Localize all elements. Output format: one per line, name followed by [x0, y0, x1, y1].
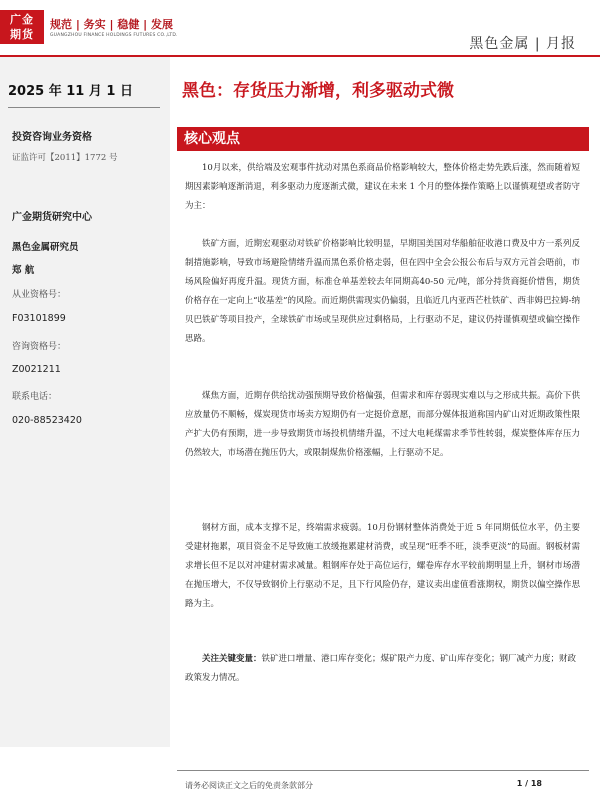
consult-label: 咨询资格号： — [12, 342, 67, 352]
key-variables-label: 关注关键变量： — [202, 654, 262, 664]
paragraph-steel: 钢材方面，成本支撑不足，终端需求疲弱。10月份钢材整体消费处于近 5 年同期低位水平，仍主要受建材拖累，项目资金不足导致施工放缓拖累建材消费，或呈现“旺季不旺，淡季更淡”的局面。钢板材需求增长但不足以对冲建材需求减量。粗钢库存处于高位运行，螺卷库存水平较前期明显上升，钢材市场潜在抛压增大，不仅导致钢价上行驱动不足，且下行风险仍存，建议卖出虚值看涨期权，期货以偏空操作思路为主。 — [185, 523, 580, 610]
paragraph-iron-ore: 铁矿方面，近期宏观驱动对铁矿价格影响比较明显，早期国美国对华船舶征收港口费及中方一系列反制措施影响，导致市场避险情绪升温而黑色系价格走弱，但在四中全会公报公布后与双方元首会晤前，市场风险偏好再度升温。现货方面，标准仓单基差较去年同期高40-50 元/吨，部分持货商挺价惜售，期货价格存在一定向上“收基差”的风险。而近期供需现实仍偏弱，且临近几内亚西芒杜铁矿、西非姆巴拉姆-纳贝巴铁矿等项目投产，全球铁矿市场或呈现供应过剩格局，上行驱动不足，建议仍持谨慎观望或偏空操作思路。 — [185, 239, 580, 345]
practice-number: F03101899 — [12, 313, 66, 324]
key-variables-text: 铁矿进口增量、港口库存变化；煤矿限产力度、矿山库存变化；钢厂减产力度；财政政策发力情况。 — [185, 654, 577, 683]
practice-label: 从业资格号： — [12, 290, 67, 300]
company-slogan: 规范 | 务实 | 稳健 | 发展 — [50, 18, 174, 31]
report-title: 黑色：存货压力渐增，利多驱动式微 — [182, 81, 454, 101]
section-heading: 核心观点 — [177, 127, 589, 151]
disclaimer-note: 请务必阅读正文之后的免责条款部分 — [185, 781, 313, 790]
company-logo — [0, 10, 44, 44]
report-date: 2025 年 11 月 1 日 — [8, 84, 133, 99]
key-variables — [185, 650, 580, 688]
footer-divider — [177, 770, 589, 771]
page-number: 1 / 18 — [516, 779, 542, 788]
qualification-title: 投资咨询业务资格 — [12, 132, 92, 143]
consult-number: Z0021211 — [12, 364, 61, 375]
date-divider — [8, 107, 160, 108]
report-type: 黑色金属 | 月报 — [469, 36, 576, 52]
logo-line-1: 广金 — [10, 13, 34, 26]
research-center: 广金期货研究中心 — [12, 212, 92, 223]
analyst-role: 黑色金属研究员 — [12, 242, 79, 253]
paragraph-coal-coke: 煤焦方面，近期存供给扰动强预期导致价格偏强，但需求和库存弱现实难以与之形成共振。高价下供应放量仍不顺畅，煤炭现货市场卖方短期仍有一定挺价意愿，而部分媒体报道称国内矿山对近期政策性限产扩大仍有预期，进一步导致期货市场投机情绪升温，不过大电耗煤需求季节性转弱，煤炭整体库存压力仍然较大，市场潜在抛压仍大，或限制煤焦价格涨幅，上行驱动不足。 — [185, 391, 580, 459]
company-english-name: GUANGZHOU FINANCE HOLDINGS FUTURES CO.,LTD. — [50, 33, 178, 38]
analyst-name: 郑 航 — [12, 265, 35, 276]
logo-line-2: 期货 — [10, 28, 34, 41]
license-number: 证监许可【2011】1772 号 — [12, 153, 118, 163]
paragraph-intro: 10月以来，供给端及宏观事件扰动对黑色系商品价格影响较大，整体价格走势先跌后涨，然而随着短期因素影响逐渐消退，利多驱动力度逐渐式微，建议在未来 1 个月的整体操作策略上以谨慎观望或者防守为主： — [185, 163, 580, 212]
phone-number: 020-88523420 — [12, 415, 82, 426]
phone-label: 联系电话： — [12, 392, 58, 402]
